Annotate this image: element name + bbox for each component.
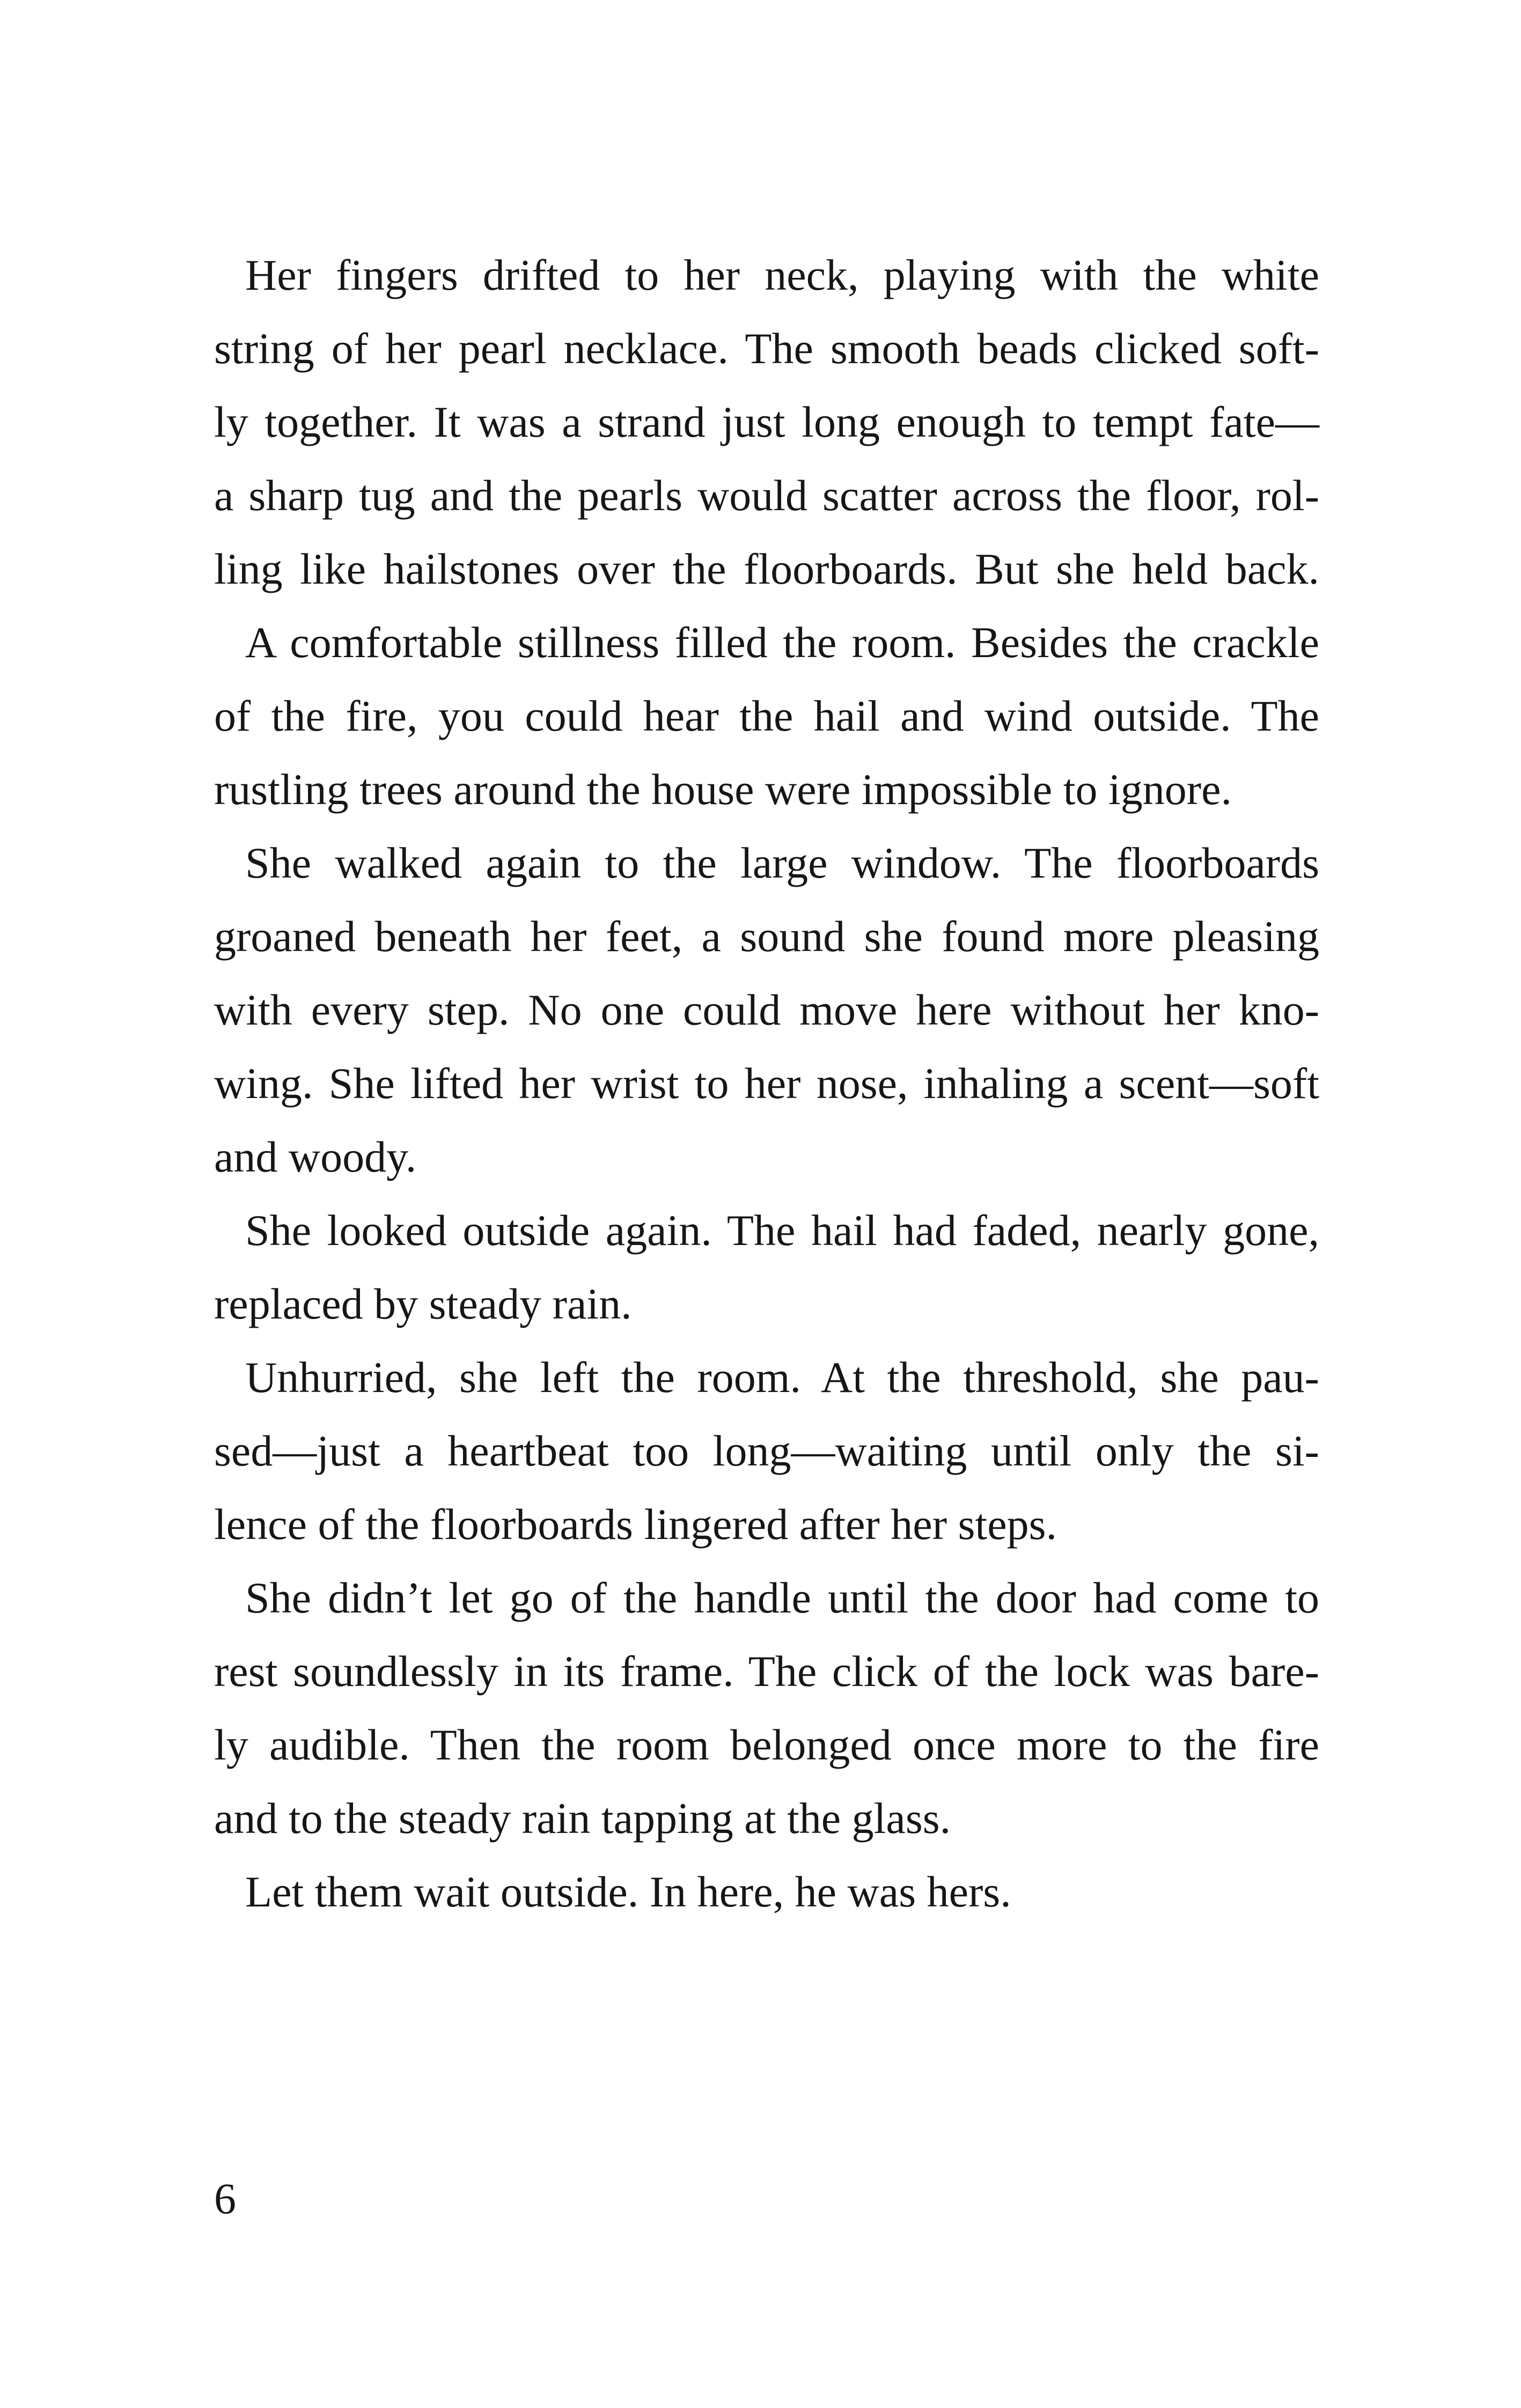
text-line: ling like hailstones over the floorboards. But she held back.: [214, 544, 1319, 593]
text-line: She looked outside again. The hail had faded, nearly gone,: [245, 1206, 1319, 1255]
text-line: ly audible. Then the room belonged once more to the fire: [214, 1720, 1319, 1769]
text-line: She didn’t let go of the handle until the door had come to: [245, 1573, 1319, 1622]
text-line: ly together. It was a strand just long enough to tempt fate—: [214, 397, 1319, 446]
text-line: rustling trees around the house were impossible to ignore.: [214, 765, 1232, 814]
text-line: groaned beneath her feet, a sound she found more pleasing: [214, 912, 1319, 961]
paragraph-2: [214, 606, 1319, 826]
text-line: replaced by steady rain.: [214, 1279, 632, 1328]
text-line: Unhurried, she left the room. At the threshold, she pau-: [245, 1353, 1319, 1402]
text-line: of the fire, you could hear the hail and wind outside. The: [214, 691, 1319, 740]
paragraph-1: [214, 238, 1319, 606]
text-line: rest soundlessly in its frame. The click of the lock was bare-: [214, 1647, 1319, 1696]
text-line: A comfortable stillness filled the room. Besides the crackle: [245, 618, 1319, 667]
text-line: sed—just a heartbeat too long—waiting until only the si-: [214, 1426, 1319, 1475]
paragraph-5: [214, 1341, 1319, 1561]
text-line: and woody.: [214, 1132, 417, 1181]
text-line: lence of the floorboards lingered after her steps.: [214, 1500, 1057, 1549]
paragraph-7: [214, 1855, 1319, 1928]
text-line: and to the steady rain tapping at the glass.: [214, 1794, 951, 1843]
text-line: a sharp tug and the pearls would scatter across the floor, rol-: [214, 471, 1319, 520]
text-line: She walked again to the large window. The floorboards: [245, 838, 1319, 887]
paragraph-4: [214, 1194, 1319, 1341]
text-line: wing. She lifted her wrist to her nose, inhaling a scent—soft: [214, 1059, 1319, 1108]
text-line: Her fingers drifted to her neck, playing with the white: [245, 251, 1319, 299]
text-line: with every step. No one could move here without her kno-: [214, 985, 1319, 1034]
text-line: Let them wait outside. In here, he was hers.: [245, 1867, 1011, 1916]
page-number: 6: [214, 2174, 236, 2223]
paragraph-6: [214, 1561, 1319, 1855]
text-line: string of her pearl necklace. The smooth beads clicked soft-: [214, 324, 1319, 373]
paragraph-3: [214, 826, 1319, 1194]
body-text: [214, 238, 1319, 1928]
